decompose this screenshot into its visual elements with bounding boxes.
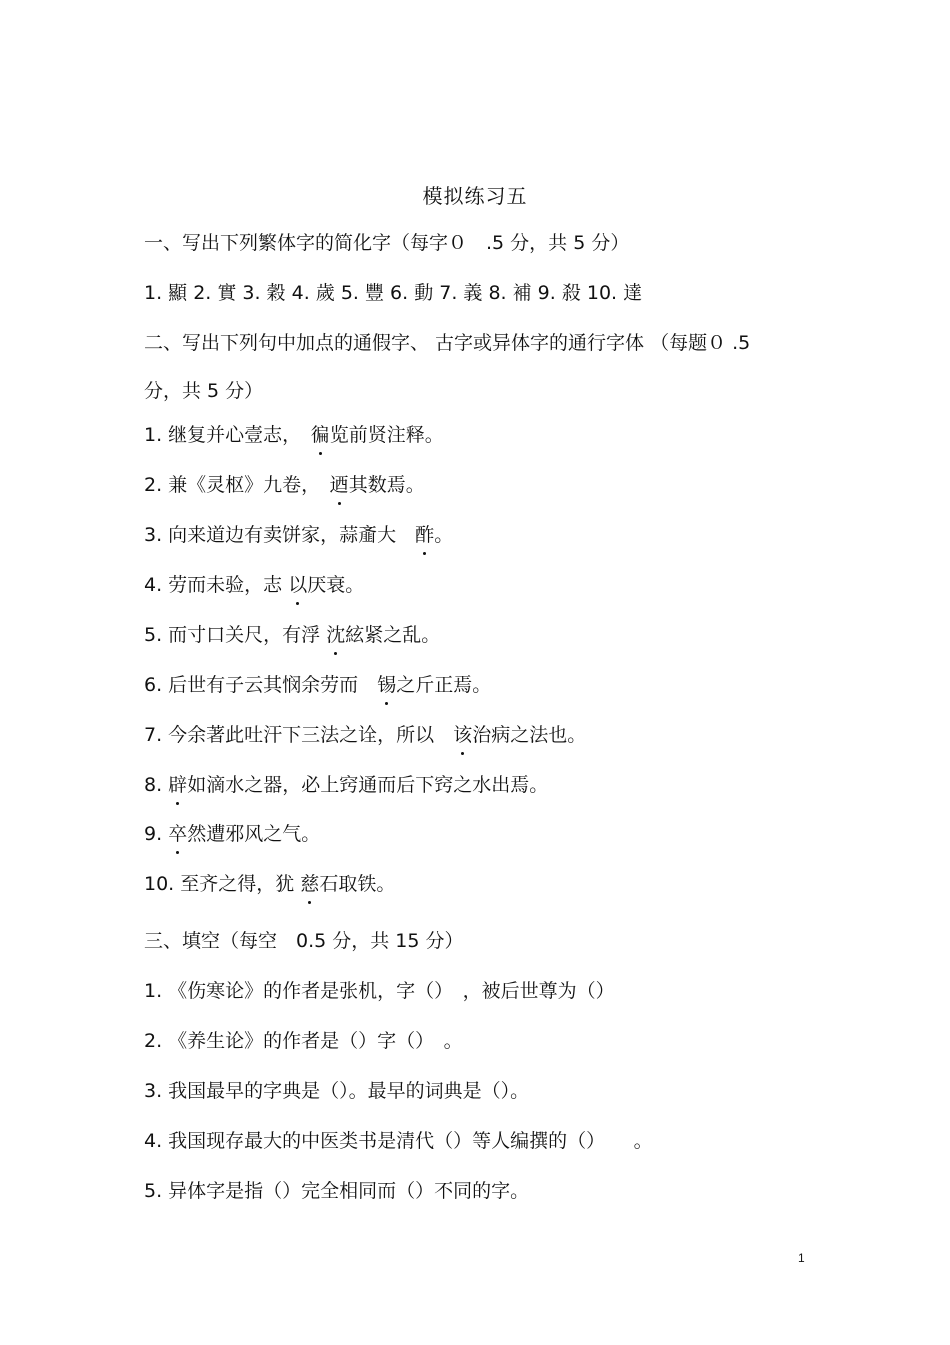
question-text-after: 治病之法也。: [472, 724, 587, 746]
question-text-before: 6. 后世有子云其悯余劳而: [144, 674, 378, 696]
question-text-after: 然遭邪风之气。: [187, 823, 321, 845]
question-text-before: 9.: [144, 823, 169, 845]
dotted-character: 慈: [300, 873, 320, 895]
question-text-before: 7. 今余著此吐汗下三法之诠，所以: [144, 724, 454, 746]
question-text-before: 5. 而寸口关尺，有浮: [144, 624, 327, 646]
question-item: [144, 722, 844, 748]
dotted-character: 该: [453, 724, 473, 746]
section-1-heading: 一、写出下列繁体字的简化字（每字０ .5 分，共 5 分）: [144, 232, 630, 254]
section-2-heading-line-2: 分，共 5 分）: [144, 380, 264, 402]
question-text-after: 。: [434, 524, 454, 546]
section-1-items: 1. 顯 2. 實 3. 穀 4. 歲 5. 豐 6. 動 7. 義 8. 補 9. 殺 10. 達: [144, 282, 643, 304]
question-item: [144, 622, 844, 648]
section-2-heading-line-1: 二、写出下列句中加点的通假字、 古字或异体字的通行字体 （每题０ .5: [144, 332, 751, 354]
question-item: [144, 772, 844, 798]
dotted-character: 酢: [415, 524, 435, 546]
question-item: [144, 672, 844, 698]
question-item: [144, 422, 844, 448]
fill-blank-item: 4. 我国现存最大的中医类书是清代（）等人编撰的（） 。: [144, 1130, 653, 1152]
question-text-before: 4. 劳而未验，志: [144, 574, 289, 596]
question-text-before: 10. 至齐之得，犹: [144, 873, 301, 895]
question-text-after: 之斤正焉。: [396, 674, 492, 696]
dotted-character: 徧: [310, 424, 330, 446]
section-3-heading: 三、填空（每空 0.5 分，共 15 分）: [144, 930, 464, 952]
dotted-character: 锡: [377, 674, 397, 696]
question-item: [144, 871, 844, 897]
dotted-character: 沈: [326, 624, 346, 646]
question-item: [144, 821, 844, 847]
question-text-after: 石取铁。: [319, 873, 396, 895]
question-text-before: 1. 继复并心壹志，: [144, 424, 311, 446]
question-item: [144, 472, 844, 498]
question-text-before: 8.: [144, 774, 169, 796]
question-text-after: 絃紧之乱。: [345, 624, 441, 646]
dotted-character: 迺: [329, 474, 349, 496]
page-number: 1: [798, 1251, 805, 1265]
question-text-before: 2. 兼《灵枢》九卷，: [144, 474, 330, 496]
dotted-character: 以: [288, 574, 308, 596]
question-text-before: 3. 向来道边有卖饼家，蒜齑大: [144, 524, 416, 546]
question-item: [144, 572, 844, 598]
dotted-character: 辟: [168, 774, 188, 796]
question-text-after: 其数焉。: [348, 474, 425, 496]
fill-blank-item: 5. 异体字是指（）完全相同而（）不同的字。: [144, 1180, 530, 1202]
fill-blank-item: 1. 《伤寒论》的作者是张机，字（） ，被后世尊为（）: [144, 980, 615, 1002]
fill-blank-item: 3. 我国最早的字典是（）。最早的词典是（）。: [144, 1080, 530, 1102]
question-item: [144, 522, 844, 548]
question-text-after: 览前贤注释。: [329, 424, 444, 446]
page-title: 模拟练习五: [422, 184, 528, 208]
question-text-after: 厌衰。: [307, 574, 365, 596]
dotted-character: 卒: [168, 823, 188, 845]
fill-blank-item: 2. 《养生论》的作者是（）字（） 。: [144, 1030, 463, 1052]
question-text-after: 如滴水之器，必上窍通而后下窍之水出焉。: [187, 774, 549, 796]
